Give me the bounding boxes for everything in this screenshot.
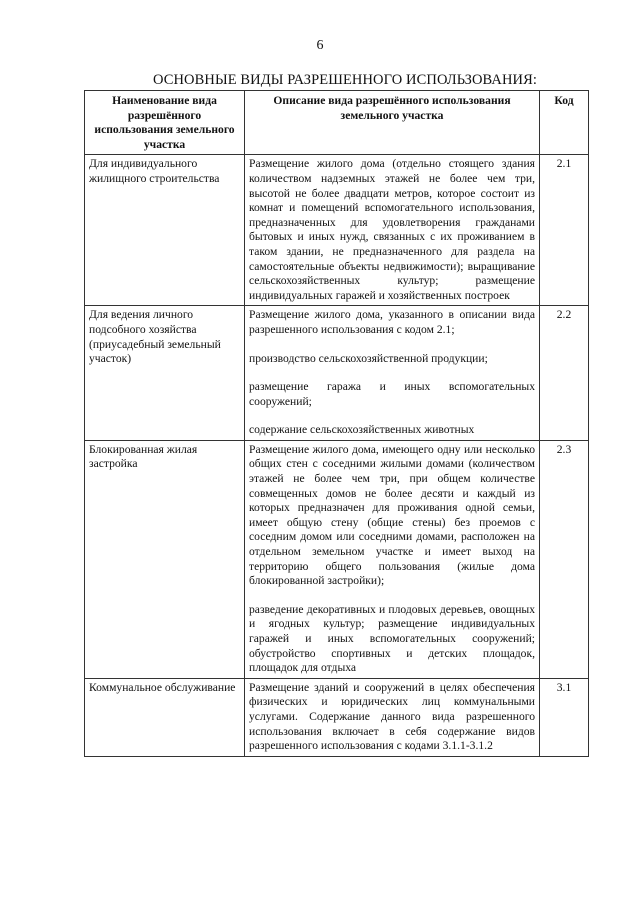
row-code: 2.2 bbox=[540, 306, 589, 441]
description-paragraph: размещение гаража и иных вспомогательных сооружений; bbox=[249, 380, 535, 408]
row-code: 2.3 bbox=[540, 440, 589, 678]
row-description bbox=[245, 678, 540, 756]
table-header-row bbox=[85, 91, 589, 155]
row-use-name: Коммунальное обслуживание bbox=[85, 678, 245, 756]
description-paragraph: Размещение жилого дома, имеющего одну или несколько общих стен с соседними жилыми домами (количеством этажей не более чем три, при общем количестве совмещенных домов не более десяти и каждый из которых предназначен для проживания одной семьи, имеет общую стену (общие стены) без проемов с соседним домом или соседними домами, расположен на отдельном земельном участке и имеет выход на территорию общего пользования (жилые дома блокированной застройки); bbox=[249, 442, 535, 588]
table-row bbox=[85, 155, 589, 306]
description-paragraph: производство сельскохозяйственной продукции; bbox=[249, 351, 488, 365]
description-paragraph: Размещение жилого дома, указанного в описании вида разрешенного использования с кодом 2.1; bbox=[249, 308, 535, 336]
header-name: Наименование вида разрешённого использования земельного участка bbox=[85, 91, 245, 155]
description-paragraph: содержание сельскохозяйственных животных bbox=[249, 423, 475, 437]
table-row bbox=[85, 678, 589, 756]
description-paragraph: разведение декоративных и плодовых деревьев, овощных и ягодных культур; размещение индивидуальных гаражей и иных вспомогательных сооружений; обустройство спортивных и детских площадок, площадок для отдыха bbox=[249, 602, 535, 675]
section-title: ОСНОВНЫЕ ВИДЫ РАЗРЕШЕННОГО ИСПОЛЬЗОВАНИЯ: bbox=[152, 72, 538, 88]
row-description bbox=[245, 440, 540, 678]
header-description: Описание вида разрешённого использования земельного участка bbox=[245, 91, 540, 155]
table-row bbox=[85, 306, 589, 441]
page-number: 6 bbox=[316, 38, 324, 53]
table-row bbox=[85, 440, 589, 678]
row-code: 2.1 bbox=[540, 155, 589, 306]
description-paragraph: Размещение зданий и сооружений в целях обеспечения физических и юридических лиц коммунальными услугами. Содержание данного вида разрешенного использования включает в себя содержание видов разрешенного использования с кодами 3.1.1-3.1.2 bbox=[249, 680, 535, 753]
row-code: 3.1 bbox=[540, 678, 589, 756]
row-description bbox=[245, 155, 540, 306]
row-use-name: Блокированная жилая застройка bbox=[85, 440, 245, 678]
description-paragraph: Размещение жилого дома (отдельно стоящего здания количеством надземных этажей не более чем три, высотой не более двадцати метров, которое состоит из комнат и помещений вспомогательного использования, предназначенных для удовлетворения гражданами бытовых и иных нужд, связанных с их проживанием в таком здании, не предназначенного для раздела на самостоятельные объекты недвижимости); выращивание сельскохозяйственных культур; размещение индивидуальных гаражей и хозяйственных построек bbox=[249, 157, 535, 302]
row-use-name: Для ведения личного подсобного хозяйства (приусадебный земельный участок) bbox=[85, 306, 245, 441]
header-code: Код bbox=[540, 91, 589, 155]
row-use-name: Для индивидуального жилищного строительства bbox=[85, 155, 245, 306]
permitted-uses-table bbox=[84, 90, 589, 757]
row-description bbox=[245, 306, 540, 441]
